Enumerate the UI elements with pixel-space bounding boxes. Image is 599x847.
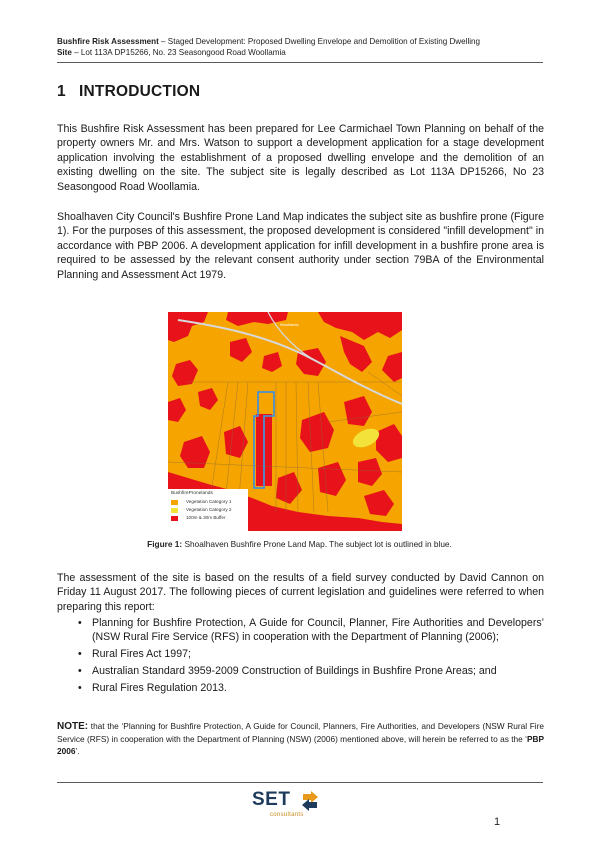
legend-swatch [171,500,178,505]
logo-wordmark: SET [252,789,291,810]
legend-item-vegetation-category-2 [171,506,245,514]
legend-item-label: 100m & 30m Buffer [186,515,226,520]
header-divider [57,62,543,63]
set-consultants-arrows-icon [301,791,319,811]
bushfire-prone-land-map [168,312,402,531]
assessment-paragraph: The assessment of the site is based on the results of a field survey conducted by David Cannon on Friday 11 August 2017. The following pieces of current legislation and guidelines were referred to when preparing this report: [57,572,544,613]
map-legend [168,489,248,531]
bullet-icon: • [78,648,82,661]
caption-text: Shoalhaven Bushfire Prone Land Map. The subject lot is outlined in blue. [182,539,452,549]
header-report-type: Bushfire Risk Assessment [57,37,159,46]
legend-item-label: Vegetation Category 2 [186,507,232,512]
legend-item-label: Vegetation Category 1 [186,499,232,504]
legend-swatch [171,508,178,513]
list-item [78,681,544,695]
list-item [78,616,544,645]
legend-swatch [171,516,178,521]
section-heading [57,83,200,101]
bullet-icon: • [78,682,82,695]
logo-subtitle: consultants [270,812,304,818]
header-line-2 [57,47,547,58]
footer-divider [57,782,543,783]
map-locality-label: Woollamia [280,322,299,327]
header-line-1 [57,36,547,47]
bullet-icon: • [78,665,82,678]
list-item [78,664,544,678]
note-label: NOTE: [57,721,89,732]
list-item-text: Australian Standard 3959-2009 Construction of Buildings in Bushfire Prone Areas; and [92,665,497,678]
section-title: INTRODUCTION [79,83,201,100]
note-paragraph [57,720,544,757]
note-text-after: ’. [75,746,80,756]
page-number: 1 [494,816,501,828]
note-bold-term: PBP 2006 [57,734,544,756]
header-site-label: Site [57,48,72,58]
caption-label: Figure 1: [147,539,183,549]
company-logo [252,789,332,821]
bullet-icon: • [78,617,82,629]
list-item-text: Planning for Bushfire Protection, A Guide for Council, Planner, Fire Authorities and Developers’ (NSW Rural Fire Service (RFS) in cooperation with the Department of Planning (2006); [92,617,544,644]
figure-caption [0,539,599,549]
note-text-before: that the ‘Planning for Bushfire Protection, A Guide for Council, Planners, Fire Authorities, and Developers (NSW Rural Fire Service (RFS) in cooperation with the Department of Planning (NSW) (2006) mentioned above, will herein be referred to as the ‘ [57,721,544,744]
header-site: – Lot 113A DP15266, No. 23 Seasongood Road Woollamia [71,48,286,58]
list-item-text: Rural Fires Act 1997; [92,648,191,661]
list-item [78,647,544,661]
header-project: – Staged Development: Proposed Dwelling Envelope and Demolition of Existing Dwelling [158,37,481,46]
intro-paragraph-1: This Bushfire Risk Assessment has been prepared for Lee Carmichael Town Planning on behalf of the property owners Mr. and Mrs. Watson to support a development application for a stage development application involving the establishment of a proposed dwelling envelope and the demolition of an existing dwelling on the site. The subject site is legally described as Lot 113A DP15266, No 23 Seasongood Road Woollamia. [57,123,544,193]
list-item-text: Rural Fires Regulation 2013. [92,682,227,695]
intro-paragraph-2: Shoalhaven City Council's Bushfire Prone Land Map indicates the subject site as bushfire prone (Figure 1). For the purposes of this assessment, the proposed development is considered "infill development" in accordance with PBP 2006. A development application for infill development in a bushfire prone area is required to be assessed by the relevant consent authority under section 79BA of the Environmental Planning and Assessment Act 1979. [57,211,544,281]
legend-item-vegetation-category-1 [171,498,245,506]
references-list [78,616,544,698]
legend-item-buffer [171,514,245,522]
legend-title: BushfirePronelands [171,491,213,496]
running-header [57,36,547,59]
section-number: 1 [57,83,66,100]
